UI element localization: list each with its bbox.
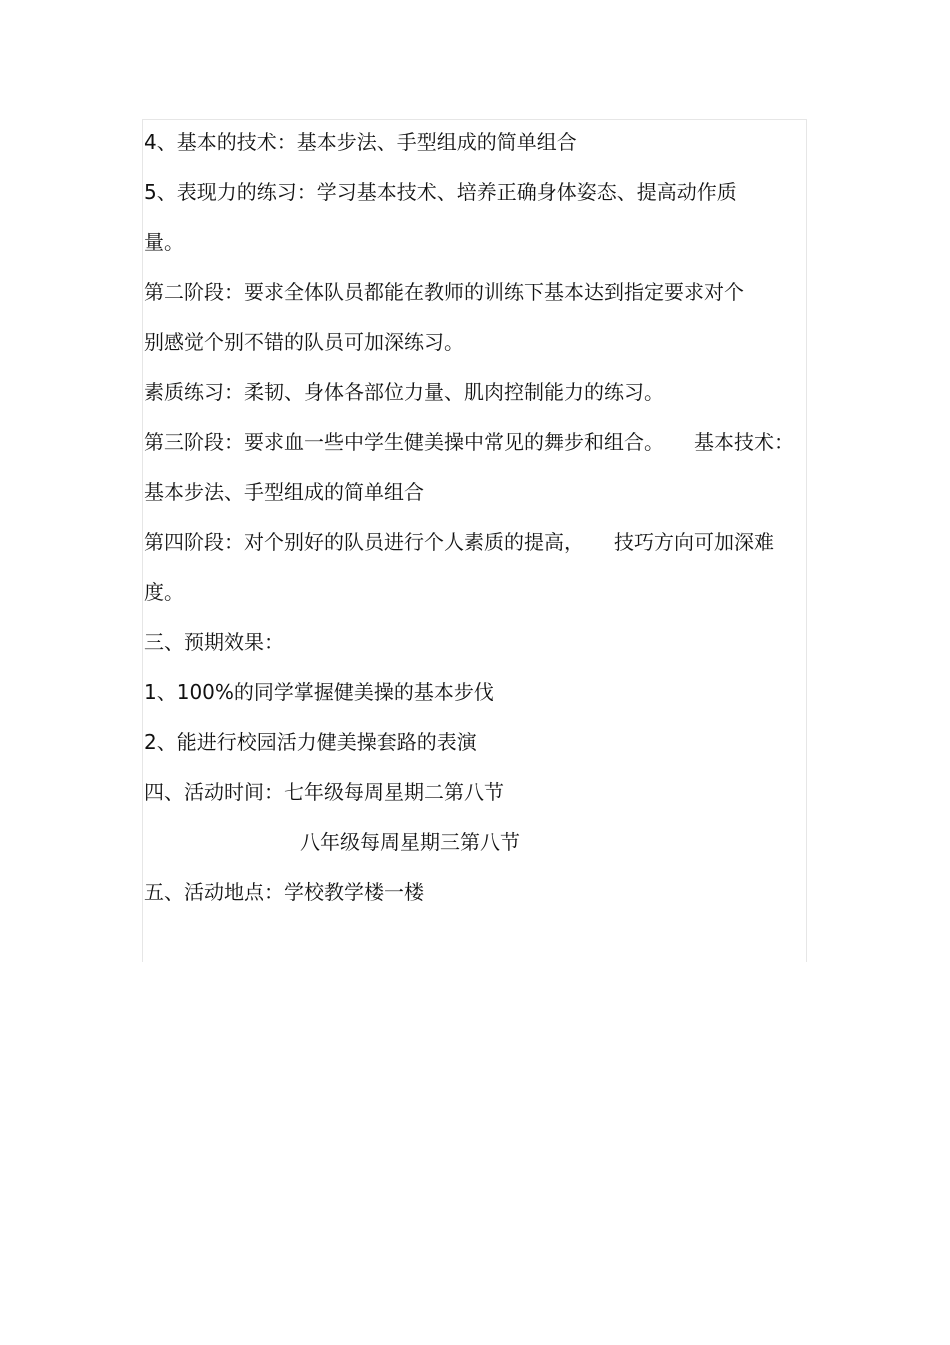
line-text: 1、100%的同学掌握健美操的基本步伐 (144, 680, 494, 704)
line-text: 四、活动时间：七年级每周星期二第八节 (144, 780, 504, 804)
line-text: 素质练习：柔韧、身体各部位力量、肌肉控制能力的练习。 (144, 380, 664, 404)
text-line (144, 717, 804, 767)
text-line (144, 267, 804, 317)
line-text: 第四阶段：对个别好的队员进行个人素质的提高， (144, 530, 584, 554)
text-line (144, 317, 804, 367)
line-text: 五、活动地点：学校教学楼一楼 (144, 880, 424, 904)
text-line (144, 867, 804, 917)
text-line (144, 617, 804, 667)
line-text: 量。 (144, 230, 184, 254)
line-text: 基本步法、手型组成的简单组合 (144, 480, 424, 504)
text-line (144, 667, 804, 717)
line-text: 第二阶段：要求全体队员都能在教师的训练下基本达到指定要求对个 (144, 280, 744, 304)
line-text: 基本技术： (694, 430, 794, 454)
line-text: 2、能进行校园活力健美操套路的表演 (144, 730, 477, 754)
text-line (144, 517, 804, 567)
line-text: 5、表现力的练习：学习基本技术、培养正确身体姿态、提高动作质 (144, 180, 737, 204)
text-line (144, 117, 804, 167)
frame-border-right (806, 119, 807, 962)
text-line (144, 217, 804, 267)
text-line (144, 817, 804, 867)
text-line (144, 767, 804, 817)
line-text: 技巧方向可加深难 (614, 530, 774, 554)
line-text: 4、基本的技术：基本步法、手型组成的简单组合 (144, 130, 577, 154)
text-line (144, 367, 804, 417)
line-text: 度。 (144, 580, 184, 604)
text-line (144, 467, 804, 517)
document-body (144, 117, 804, 917)
line-text: 八年级每周星期三第八节 (300, 830, 520, 854)
line-text: 三、预期效果： (144, 630, 284, 654)
frame-border-left (142, 119, 143, 962)
line-text: 第三阶段：要求血一些中学生健美操中常见的舞步和组合。 (144, 430, 664, 454)
line-text: 别感觉个别不错的队员可加深练习。 (144, 330, 464, 354)
text-line (144, 567, 804, 617)
text-line (144, 167, 804, 217)
text-line (144, 417, 804, 467)
